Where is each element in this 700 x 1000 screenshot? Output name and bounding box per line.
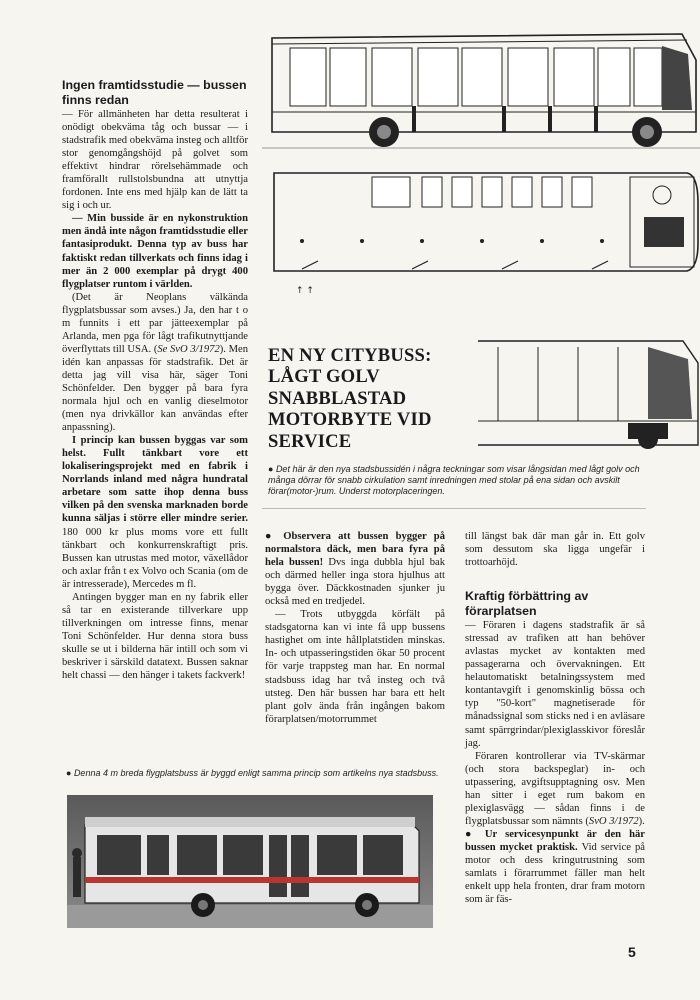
drawing-caption-text: Det här är den nya stadsbussidén i några teckningar som visar långsidan med lågt golv och många dörrar för snabb cirkulation samt inredningen med stolar på ena sidan och avskilt förar(motor-)rum. Underst motorplaceringen. [268,464,640,496]
middle-column [265,530,445,726]
photo-caption [66,768,446,779]
bus-floorplan-drawing [262,163,700,303]
right-paragraph-0: till längst bak där man går in. Ett golv som dessutom ska ligga ungefär i trottoarhöjd. [465,531,645,569]
page-number: 5 [628,944,636,960]
left-heading: Ingen framtidsstudie — bussen finns redan [62,78,247,107]
drawing-caption [268,464,644,497]
right-column [465,530,645,906]
right-heading: Kraftig förbättring av förarplatsen [465,589,589,618]
right-paragraph-1: — Föraren i dagens stadstrafik är så stressad av trafiken att han behöver avlastas mycket av kontakten med passagerarna och övervakningen. Ett helautomatiskt betalningssystem med kontantavgift i genomskinlig bössa och typ "50-kort" magnetiserade för månadssignal som sticks ned i en avläsare samt spärrgrindar/plexiglasskivor föreslår jag. [465,620,645,749]
left-paragraph-2: — Min busside är en nykonstruktion men ändå inte någon framtidsstudie eller fantasiprodukt. Denna typ av buss har faktiskt redan tillverkats och finns idag i mer än 2 000 exemplar på drygt 400 flygplatser runtom i världen. [62,213,248,290]
left-column [62,78,248,682]
article-headline: EN NY CITYBUSS: LÅGT GOLV SNABBLASTAD MOTORBYTE VID SERVICE [268,345,432,452]
mid-paragraph-2: — Trots utbyggda körfält på stadsgatorna kan vi inte få upp bussens hastighet om inte hållplatstiden minskas. In- och utpasseringstiden ökar 50 procent för varje trappsteg man har. En normal stadsbuss idag har två insteg och två utsteg. Den här bussen har bara ett helt plant golv ända från ingången bakom förarplatsen/motorrummet [265,609,445,725]
right-paragraph-3-text: Vid service på motor och dess kringutrustning som samlats i förarrummet fäller man helt enkelt upp hela fronten, drar fram motorn som är fäs- [465,841,645,906]
airport-bus-photo [67,795,433,928]
right-paragraph-2 [465,750,645,828]
right-paragraph-2-ref: SvO 3/1972 [588,815,639,827]
mid-paragraph-1-bold: Observera att bussen bygger på normalstora däck, men bara fyra på hela bussen! [265,531,445,569]
left-paragraph-4 [62,434,248,591]
left-paragraph-1: — För allmänheten har detta resulterat i onödigt obekväma tåg och bussar — i stadstrafik med obekväma insteg och alltför stor genomgångshöjd på golvet som effektivt hindrar rörelsehämmade och framförallt rullstolsbundna att utnyttja fordonen. Inte ens med hjälp kan de lätt ta sig i och ur. [62,109,248,212]
left-paragraph-3-ref: Se SvO 3/1972 [157,343,220,355]
right-paragraph-3: ● Ur servicesynpunkt är den här bussen mycket praktisk. Vid service på motor och dess kringutrustning som samlats i förarrummet fäller man helt enkelt upp hela fronten, drar fram motorn som är fäs- [465,828,645,906]
left-paragraph-4-bold: I princip kan bussen byggas var som helst. Fullt tänkbart vore ett lokaliseringsprojekt med en fabrik i Norrlands inland med några hundratal arbetare som satte ihop denna buss vilken på den svenska marknaden borde kunna säljas i större eller mindre serier. [62,435,248,525]
left-paragraph-3 [62,291,248,435]
right-paragraph-2-text: Föraren kontrollerar via TV-skärmar (och stora backspeglar) in- och utpassering, avgiftsupptagning osv. Men han sitter i eget rum bakom en plexiglasvägg — sådan finns i de flygplatsbussar som nämnts ( [465,750,645,827]
mid-paragraph-1-text: Dvs inga dubbla hjul bak och därmed heller inga stora hjulhus att bygga över. Däckkostnaden sjunker ju också med en tredjedel. [265,557,445,608]
bus-engine-drawing [478,333,700,453]
mid-paragraph-1: ● Observera att bussen bygger på normalstora däck, men bara fyra på hela bussen! Dvs inga dubbla hjul bak och därmed heller inga stora hjulhus att bygga över. Däckkostnaden sjunker ju också med en tredjedel. [265,531,445,608]
divider [262,508,646,509]
right-paragraph-2-tail: ). [638,815,645,827]
photo-caption-text: Denna 4 m breda flygplatsbuss är byggd enligt samma princip som artikelns nya stadsbuss. [73,768,439,778]
left-paragraph-5: Antingen bygger man en ny fabrik eller så tar en existerande tillverkare upp tillverkningen om intresse finns, menar Toni Schönfelder. Hur denna stora buss skulle se ut i bilderna här intill och som vi beskriver i särskild datatext. Bussen saknar helt chassi — den hänger i takets fackverk! [62,591,248,682]
left-paragraph-4-text: 180 000 kr plus moms vore ett fullt tänkbart och konkurrenskraftigt pris. Bussen kan utrustas med motor, växellådor och axlar från t ex Volvo och Scania (om de är intresserade), Mercedes m fl. [62,526,248,590]
svg-text:↑ ↑: ↑ ↑ [296,286,314,296]
right-paragraph-3-bold: Ur servicesynpunkt är den här bussen mycket praktisk. [465,828,645,853]
left-paragraph-3-text: (Det är Neoplans välkända flygplatsbussar som avses.) Ja, den har t o m funnits i ett par jätteexemplar på Arlanda, men pga för lågt trafikutnyttjande överflyttats till USA. ( [62,291,248,355]
bus-side-drawing [262,20,700,150]
bullet-icon: ● [66,768,74,778]
left-paragraph-3-tail: ). Men idén kan anpassas för stadstrafik. Det är detta jag vill visa här, säger Toni Schönfelder. Den bygger på bara fyra normala hjul och en vanlig dieselmotor (men nya drivkällor kan användas efter anpassning). [62,343,248,434]
bullet-icon: ● [268,464,276,474]
